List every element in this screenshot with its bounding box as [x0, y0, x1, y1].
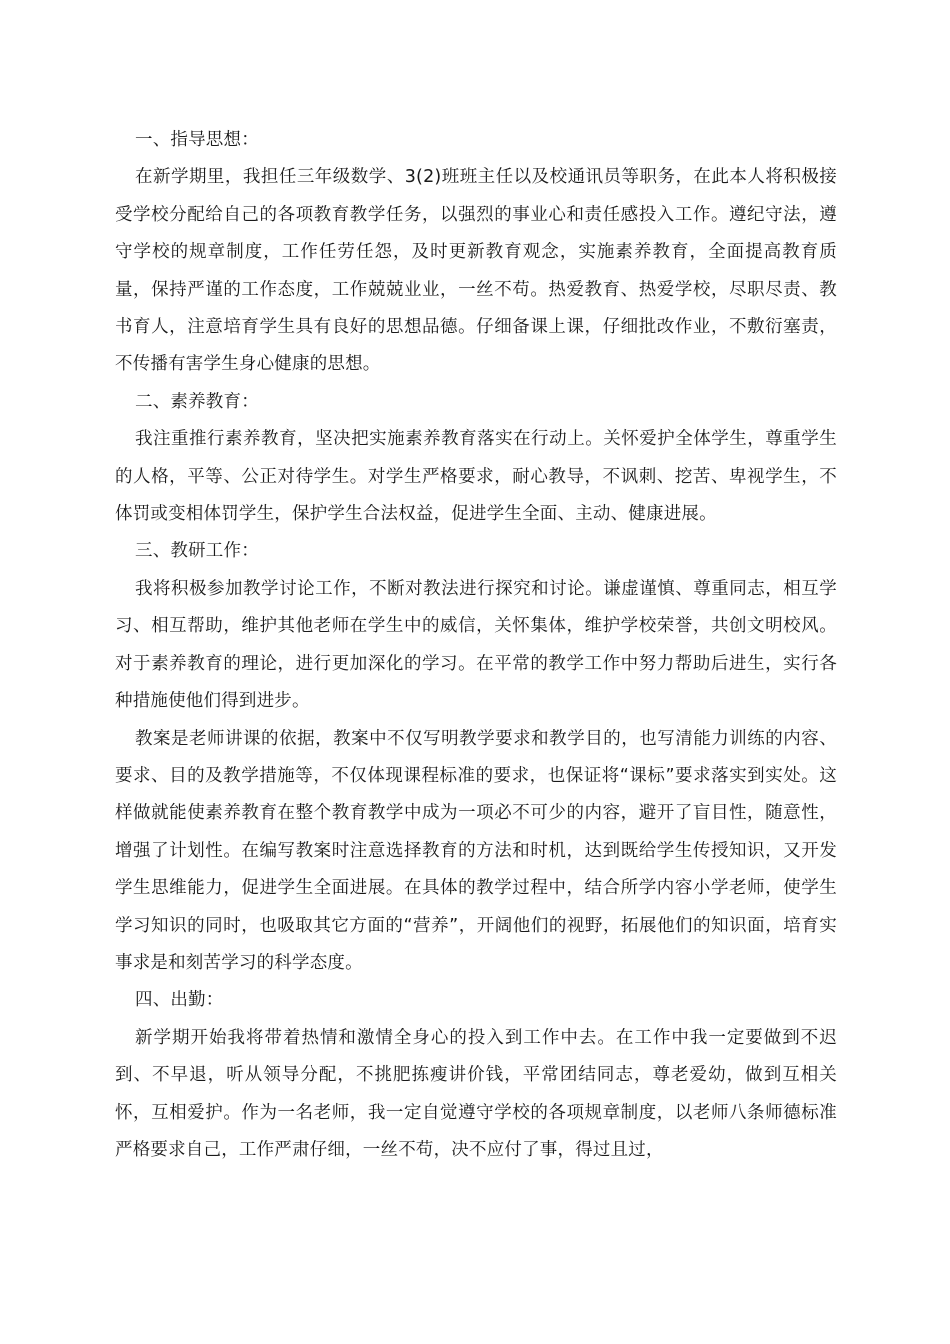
paragraph-lesson-plans: 教案是老师讲课的依据，教案中不仅写明教学要求和教学目的，也写清能力训练的内容、要求、目的及教学措施等，不仅体现课程标准的要求，也保证将“课标”要求落实到实处。这样做就能使素养教育在整个教育教学中成为一项必不可少的内容，避开了盲目性，随意性，增强了计划性。在编写教案时注意选择教育的方法和时机，达到既给学生传授知识，又开发学生思维能力，促进学生全面进展。在具体的教学过程中，结合所学内容小学老师，使学生学习知识的同时，也吸取其它方面的“营养”，开阔他们的视野，拓展他们的知识面，培育实事求是和刻苦学习的科学态度。 — [115, 728, 837, 973]
paragraph-teaching-research: 我将积极参加教学讨论工作，不断对教法进行探究和讨论。谦虚谨慎、尊重同志，相互学习、相互帮助，维护其他老师在学生中的威信，关怀集体，维护学校荣誉，共创文明校风。对于素养教育的理论，进行更加深化的学习。在平常的教学工作中努力帮助后进生，实行各种措施使他们得到进步。 — [115, 578, 837, 712]
section-heading-attendance: 四、出勤： — [135, 990, 224, 1011]
document-body — [115, 122, 837, 1169]
section-heading-quality-education: 二、素养教育： — [135, 391, 259, 412]
paragraph-attendance: 新学期开始我将带着热情和激情全身心的投入到工作中去。在工作中我一定要做到不迟到、不早退，听从领导分配，不挑肥拣瘦讲价钱，平常团结同志，尊老爱幼，做到互相关怀，互相爱护。作为一名老师，我一定自觉遵守学校的各项规章制度，以老师八条师德标准严格要求自己，工作严肃仔细，一丝不苟，决不应付了事，得过且过， — [115, 1027, 837, 1160]
paragraph-quality-education: 我注重推行素养教育，坚决把实施素养教育落实在行动上。关怀爱护全体学生，尊重学生的人格，平等、公正对待学生。对学生严格要求，耐心教导，不讽刺、挖苦、卑视学生，不体罚或变相体罚学生，保护学生合法权益，促进学生全面、主动、健康进展。 — [115, 429, 837, 525]
section-heading-guiding-thought: 一、指导思想： — [135, 130, 259, 150]
paragraph-guiding-thought: 在新学期里，我担任三年级数学、3(2)班班主任以及校通讯员等职务，在此本人将积极接受学校分配给自己的各项教育教学任务，以强烈的事业心和责任感投入工作。遵纪守法，遵守学校的规章制度，工作任劳任怨，及时更新教育观念，实施素养教育，全面提高教育质量，保持严谨的工作态度，工作兢兢业业，一丝不苟。热爱教育、热爱学校，尽职尽责、教书育人，注意培育学生具有良好的思想品德。仔细备课上课，仔细批改作业，不敷衍塞责，不传播有害学生身心健康的思想。 — [115, 167, 837, 375]
section-heading-teaching-research: 三、教研工作： — [135, 541, 259, 562]
